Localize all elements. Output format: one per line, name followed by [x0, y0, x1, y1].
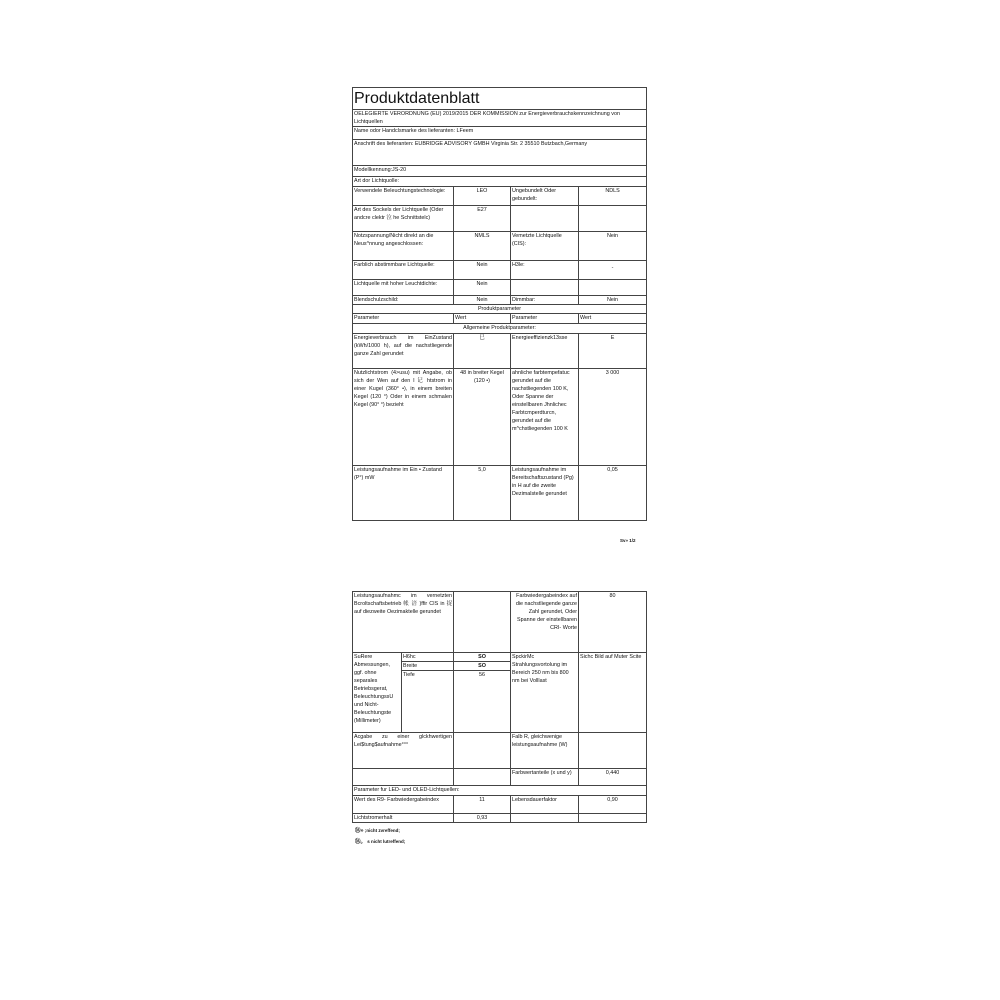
field-power-label: Falb R, gleichwenige leistungsaufnahme (W) [511, 733, 579, 769]
dimensions-label: SuRere Abmessungen, ggf. ohne separales Betriebsgerat, BeleuchtungssU und Nicht-Beleuchtungste (Millimeter) [353, 653, 402, 733]
empty-cell [579, 206, 647, 232]
depth-label: Tiefe [402, 671, 454, 733]
tech-label: Verwendele Beleuchtungstechnologie: [353, 187, 454, 206]
efficiency-class-label: Energieeffizienzk13sse [511, 334, 579, 369]
page-number: Sv» 1/2 [620, 538, 636, 543]
col-header-parameter: Parameter [353, 314, 454, 324]
empty-cell [353, 769, 454, 786]
lumen-maintenance-label: Lichtstromerhalt [353, 814, 454, 823]
footnote-2 [355, 837, 405, 845]
luminous-flux-label: Nutzlichtstrom (4>usu) mit Angabe, ob sich der Wen auf den I 记 htstrom in einer Kugel (360° •), in einem breiten Kegel (120 °) Oder in einem schmalen Kegel (90° °) bezieht [353, 369, 454, 466]
survival-factor-value: 0,90 [579, 796, 647, 814]
height-value: SO [454, 653, 511, 662]
empty-cell [454, 733, 511, 769]
tech-value: LEO [454, 187, 511, 206]
efficiency-class-value: E [579, 334, 647, 369]
footnote-1-text: ;nicht zvreffend; [364, 828, 400, 833]
high-luminance-label: Lichtquelle mit hoher Leuchtdichte: [353, 280, 454, 296]
model-id: Modellkennung:JS-20 [353, 166, 647, 177]
chromaticity-label: Farbwertanteile (x und y) [511, 769, 579, 786]
dimmable-value: Nein [579, 296, 647, 305]
light-source-type-label: Art dor Lichtquolle: [353, 177, 647, 187]
dimmable-label: Dimmbar: [511, 296, 579, 305]
empty-cell [511, 206, 579, 232]
empty-cell [579, 733, 647, 769]
footnote-1-mark: ⑯» [355, 828, 364, 834]
r9-label: Wert des R9- Farbwiedergabeindex [353, 796, 454, 814]
empty-cell [579, 280, 647, 296]
on-mode-power-label: Leistungsaufnahme im Ein • Zustand (P°) mW [353, 466, 454, 521]
survival-factor-label: Lebensdauerfaktor [511, 796, 579, 814]
chromaticity-value: 0,440 [579, 769, 647, 786]
bundled-label: Ungebundelt Oder gebundelt: [511, 187, 579, 206]
supplier-address: Anschrift des lieferanten: EUBRIDGE ADVISORY GMBH Virginia Str. 2 35510 Butzbach,Germany [353, 140, 647, 166]
luminous-flux-value: 48 in breiter Kegel (120 •) [454, 369, 511, 466]
cri-label: Farbwiedergabeindex auf die nachstliegende ganze Zahl gerundet, Oder Spanne der einstellbaren CRI- Worte [511, 592, 579, 653]
standby-power-value: 0,05 [579, 466, 647, 521]
product-params-heading: Produktparameter [353, 305, 647, 314]
bundled-value: NDLS [579, 187, 647, 206]
equivalent-power-label: Acgabe zu einer glckhwertigen Lei$tung$aufnahme°°° [353, 733, 454, 769]
socket-label: Art des Sockels der Lichtquelle (Oder andcre clektr 泣 he Schnittstelc) [353, 206, 454, 232]
glare-shield-value: Nein [454, 296, 511, 305]
r9-value: 11 [454, 796, 511, 814]
empty-cell [511, 280, 579, 296]
product-sheet-table-page2 [352, 591, 647, 823]
col-header-parameter-2: Parameter [511, 314, 579, 324]
depth-value: 56 [454, 671, 511, 733]
networked-standby-label: Leistungsaufnahmc im vernetzten Bcroltschaftsbetrieb 帐 涪 )ffir CIS in 捉 auf diezweite Oezimaktelle gerundet [353, 592, 454, 653]
col-header-wert: Wert [454, 314, 511, 324]
col-header-wert-2: Wert [579, 314, 647, 324]
regulation-text: OELEGIERTE VERORDNUNG (EU) 2019/2015 DER KOMMISSION zur Energieverbrauchskennzeichnung von Lichtquellen [353, 110, 647, 127]
cct-value: 3 000 [579, 369, 647, 466]
cri-value: 80 [579, 592, 647, 653]
footnote-2-text: s nicht lutreffend; [367, 839, 406, 844]
empty-cell [579, 814, 647, 823]
empty-cell [454, 592, 511, 653]
empty-cell [454, 769, 511, 786]
lumen-maintenance-value: 0,93 [454, 814, 511, 823]
color-tunable-value: Nein [454, 261, 511, 280]
energy-consumption-value: 巳 [454, 334, 511, 369]
width-value: SO [454, 662, 511, 671]
led-params-heading: Parameter fur LED- und OLED-Lichtquellen: [353, 786, 647, 796]
general-params-heading: Allgemeine Produktparameter: [353, 324, 647, 334]
footnote-1 [355, 826, 400, 834]
spectral-value: Sichc Bild auf Muter Scite [579, 653, 647, 733]
supplier-name: Name odor Handclsmarke des lieferanten: LFeem [353, 127, 647, 140]
cct-label: ahnliche farbtempefatuc gerundet auf die nachstliegenden 100 K, Oder Spanne der einstellbaren Jhnlichec Farbtcmperdturcn, gerundet auf die m^chstliegenden 100 K [511, 369, 579, 466]
width-label: Breite [402, 662, 454, 671]
energy-consumption-label: Energieverbrauch im EinZustand (kWh/1000 h), auf die nachstliegende ganze Zahl gerundet [353, 334, 454, 369]
height-label: H6hc [402, 653, 454, 662]
standby-power-label: Leistungsaufnahme im Bereitschaftszustand (Pg) in H auf die zweite Dezimalstelle gerundet [511, 466, 579, 521]
spectral-label: SpckirMc Strahlungsvortolung im Bereich 250 nm bis 800 nm bei Volllast [511, 653, 579, 733]
mains-value: NMLS [454, 232, 511, 261]
high-luminance-value: Nein [454, 280, 511, 296]
footnote-2-mark: ⑯。 [355, 839, 367, 845]
mains-label: Notzspannung/Nicht direkt an die Neus^nnung angeschlossen: [353, 232, 454, 261]
networked-label: Vemetzte Lichtquelle (CIS): [511, 232, 579, 261]
socket-value: E27 [454, 206, 511, 232]
networked-value: Nein [579, 232, 647, 261]
empty-cell [511, 814, 579, 823]
on-mode-power-value: 5,0 [454, 466, 511, 521]
hull-value: - [579, 261, 647, 280]
product-sheet-table-page1 [352, 87, 647, 521]
hull-label: H3le: [511, 261, 579, 280]
page-title: Produktdatenblatt [353, 88, 647, 110]
glare-shield-label: Blendschulzschild: [353, 296, 454, 305]
color-tunable-label: Farblich abstimmbare Lichtquelle: [353, 261, 454, 280]
